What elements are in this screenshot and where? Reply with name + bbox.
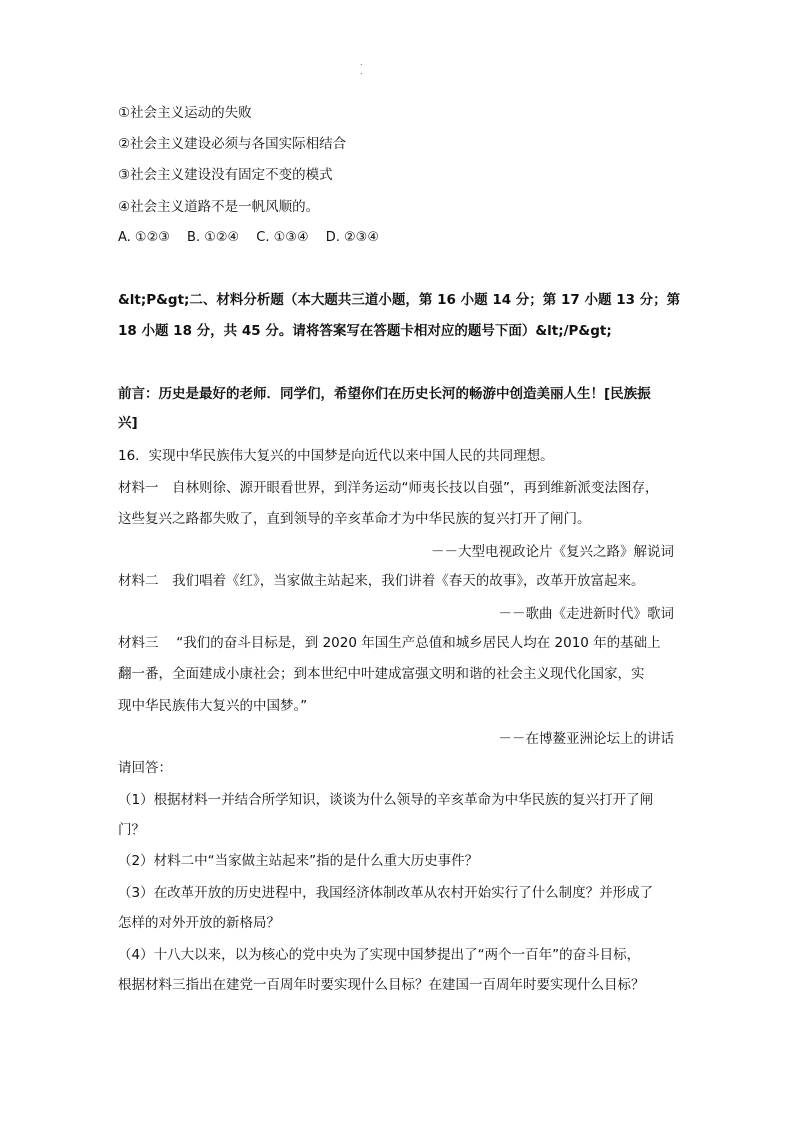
subquestion-1-line2: 门？ (118, 822, 145, 838)
subquestion-4-line1: （4）十八大以来，以为核心的党中央为了实现中国梦提出了“两个一百年”的奋斗目标， (118, 947, 641, 963)
subquestion-2: （2）材料二中“当家做主站起来”指的是什么重大历史事件？ (118, 853, 479, 869)
option-1: ①社会主义运动的失败 (118, 105, 252, 121)
question-16-stem: 16．实现中华民族伟大复兴的中国梦是向近代以来中国人民的共同理想。 (118, 448, 554, 464)
subquestion-3-line2: 怎样的对外开放的新格局？ (118, 915, 280, 931)
material-1-source: －－大型电视政论片《复兴之路》解说词 (431, 544, 674, 560)
answer-choices: A. ①②③ B. ①②④ C. ①③④ D. ②③④ (118, 230, 379, 245)
material-2-line1: 材料二 我们唱着《红》，当家做主站起来，我们讲着《春天的故事》，改革开放富起来。 (118, 573, 645, 589)
section-title-line2: 18 小题 18 分，共 45 分。请将答案写在答题卡相对应的题号下面）&lt;/P&gt; (118, 323, 612, 339)
section-title-line1: &lt;P&gt;二、材料分析题（本大题共三道小题，第 16 小题 14 分；第 17 小题 13 分；第 (118, 292, 681, 308)
material-1-line1: 材料一 自林则徐、源开眼看世界，到洋务运动“师夷长技以自强”，再到维新派变法图存， (118, 480, 659, 496)
subquestion-3-line1: （3）在改革开放的历史进程中，我国经济体制改革从农村开始实行了什么制度？并形成了 (118, 885, 654, 901)
option-3: ③社会主义建设没有固定不变的模式 (118, 167, 333, 183)
subquestion-1-line1: （1）根据材料一并结合所学知识，谈谈为什么领导的辛亥革命为中华民族的复兴打开了闸 (118, 792, 654, 808)
material-1-line2: 这些复兴之路都失败了，直到领导的辛亥革命才为中华民族的复兴打开了闸门。 (118, 511, 591, 527)
material-3-line3: 现中华民族伟大复兴的中国梦。” (118, 698, 308, 714)
material-3-line1: 材料三 “我们的奋斗目标是，到 2020 年国生产总值和城乡居民人均在 2010 年的基础上 (118, 635, 661, 651)
ask-label: 请回答： (118, 760, 172, 776)
material-3-line2: 翻一番，全面建成小康社会；到本世纪中叶建成富强文明和谐的社会主义现代化国家，实 (118, 666, 645, 682)
preface-line2: 兴] (118, 415, 138, 431)
option-4: ④社会主义道路不是一帆风顺的。 (118, 199, 320, 215)
header-dots: . . (360, 58, 423, 76)
subquestion-4-line2: 根据材料三指出在建党一百周年时要实现什么目标？在建国一百周年时要实现什么目标？ (118, 977, 645, 993)
option-2: ②社会主义建设必须与各国实际相结合 (118, 136, 347, 152)
preface-line1: 前言：历史是最好的老师．同学们，希望你们在历史长河的畅游中创造美丽人生！[民族振 (118, 386, 651, 402)
material-3-source: －－在博鳌亚洲论坛上的讲话 (498, 731, 674, 747)
material-2-source: －－歌曲《走进新时代》歌词 (498, 606, 674, 622)
